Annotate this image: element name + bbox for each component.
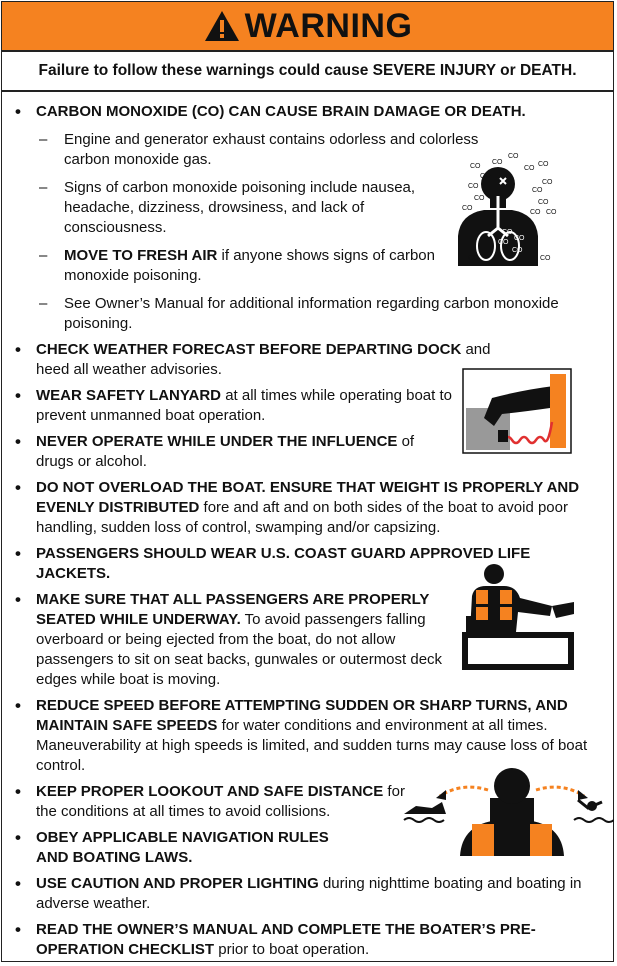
svg-text:CO: CO bbox=[498, 239, 509, 246]
life-jacket-warning: • PASSENGERS SHOULD WEAR U.S. COAST GUARD APPROVED LIFE JACKETS. bbox=[15, 544, 531, 582]
co-sub-manual: – See Owner’s Manual for additional information regarding carbon monoxide poisoning. bbox=[39, 295, 559, 332]
lanyard-warning: • WEAR SAFETY LANYARD at all times while operating boat to prevent unmanned boat operation. bbox=[15, 386, 452, 424]
lighting-warning: • USE CAUTION AND PROPER LIGHTING during nighttime boating and boating in adverse weather. bbox=[15, 874, 582, 912]
svg-text:CO: CO bbox=[530, 209, 541, 216]
warning-title: WARNING bbox=[244, 6, 413, 45]
navigation-rules-warning: • OBEY APPLICABLE NAVIGATION RULES AND BOATING LAWS. bbox=[15, 828, 329, 866]
svg-text:CO: CO bbox=[502, 229, 513, 236]
svg-text:CO: CO bbox=[542, 179, 553, 186]
co-heading: CARBON MONOXIDE (CO) CAN CAUSE BRAIN DAMAGE OR DEATH. bbox=[36, 103, 526, 120]
carbon-monoxide-pictogram bbox=[454, 148, 564, 268]
safety-lanyard-pictogram bbox=[462, 368, 572, 454]
seated-passenger-pictogram bbox=[460, 562, 576, 672]
severity-statement: Failure to follow these warnings could cause SEVERE INJURY or DEATH. bbox=[2, 52, 613, 92]
svg-text:CO: CO bbox=[480, 173, 491, 180]
influence-warning: • NEVER OPERATE WHILE UNDER THE INFLUENCE of drugs or alcohol. bbox=[15, 432, 415, 470]
warning-header bbox=[2, 2, 613, 52]
owners-manual-warning: • READ THE OWNER’S MANUAL AND COMPLETE THE BOATER’S PRE-OPERATION CHECKLIST prior to boat operation. bbox=[15, 920, 536, 958]
warning-label bbox=[1, 1, 614, 962]
svg-text:CO: CO bbox=[470, 163, 481, 170]
svg-text:CO: CO bbox=[514, 235, 525, 242]
seated-warning: • MAKE SURE THAT ALL PASSENGERS ARE PROPERLY SEATED WHILE UNDERWAY. To avoid passengers falling overboard or being ejected from the boat, do not allow passengers to sit on seat backs, gunwales or outermost deck edges while boat is moving. bbox=[15, 590, 443, 688]
svg-text:CO: CO bbox=[546, 209, 557, 216]
svg-text:CO: CO bbox=[512, 247, 523, 254]
co-warning: • CARBON MONOXIDE (CO) CAN CAUSE BRAIN DAMAGE OR DEATH. bbox=[2, 102, 613, 122]
speed-warning: • REDUCE SPEED BEFORE ATTEMPTING SUDDEN OR SHARP TURNS, AND MAINTAIN SAFE SPEEDS for water conditions and environment at all times. Maneuverability at high speeds is limited, and sudden turns may cause loss of boat control. bbox=[15, 696, 588, 774]
svg-text:CO: CO bbox=[532, 187, 543, 194]
svg-text:CO: CO bbox=[524, 165, 535, 172]
weather-warning: • CHECK WEATHER FORECAST BEFORE DEPARTING DOCK and heed all weather advisories. bbox=[15, 340, 491, 378]
svg-text:CO: CO bbox=[492, 159, 503, 166]
co-sub-signs: – Signs of carbon monoxide poisoning include nausea, headache, dizziness, drowsiness, and lack of consciousness. bbox=[39, 179, 416, 236]
svg-text:CO: CO bbox=[508, 153, 519, 160]
co-sub-exhaust: – Engine and generator exhaust contains odorless and colorless carbon monoxide gas. bbox=[39, 131, 479, 168]
svg-text:CO: CO bbox=[468, 183, 479, 190]
warning-triangle-icon bbox=[203, 9, 241, 43]
svg-text:CO: CO bbox=[540, 255, 551, 262]
lookout-pictogram bbox=[402, 762, 614, 858]
svg-text:CO: CO bbox=[538, 199, 549, 206]
co-sub-fresh-air: – MOVE TO FRESH AIR if anyone shows signs of carbon monoxide poisoning. bbox=[39, 247, 435, 284]
svg-text:CO: CO bbox=[474, 195, 485, 202]
overload-warning: • DO NOT OVERLOAD THE BOAT. ENSURE THAT WEIGHT IS PROPERLY AND EVENLY DISTRIBUTED fore and aft and on both sides of the boat to avoid poor handling, sudden loss of control, swamping and/or capsizing. bbox=[15, 478, 580, 536]
svg-text:CO: CO bbox=[538, 161, 549, 168]
svg-text:CO: CO bbox=[462, 205, 473, 212]
svg-text:CO: CO bbox=[468, 255, 479, 262]
lookout-warning: • KEEP PROPER LOOKOUT AND SAFE DISTANCE for the conditions at all times to avoid collisions. bbox=[15, 782, 405, 820]
